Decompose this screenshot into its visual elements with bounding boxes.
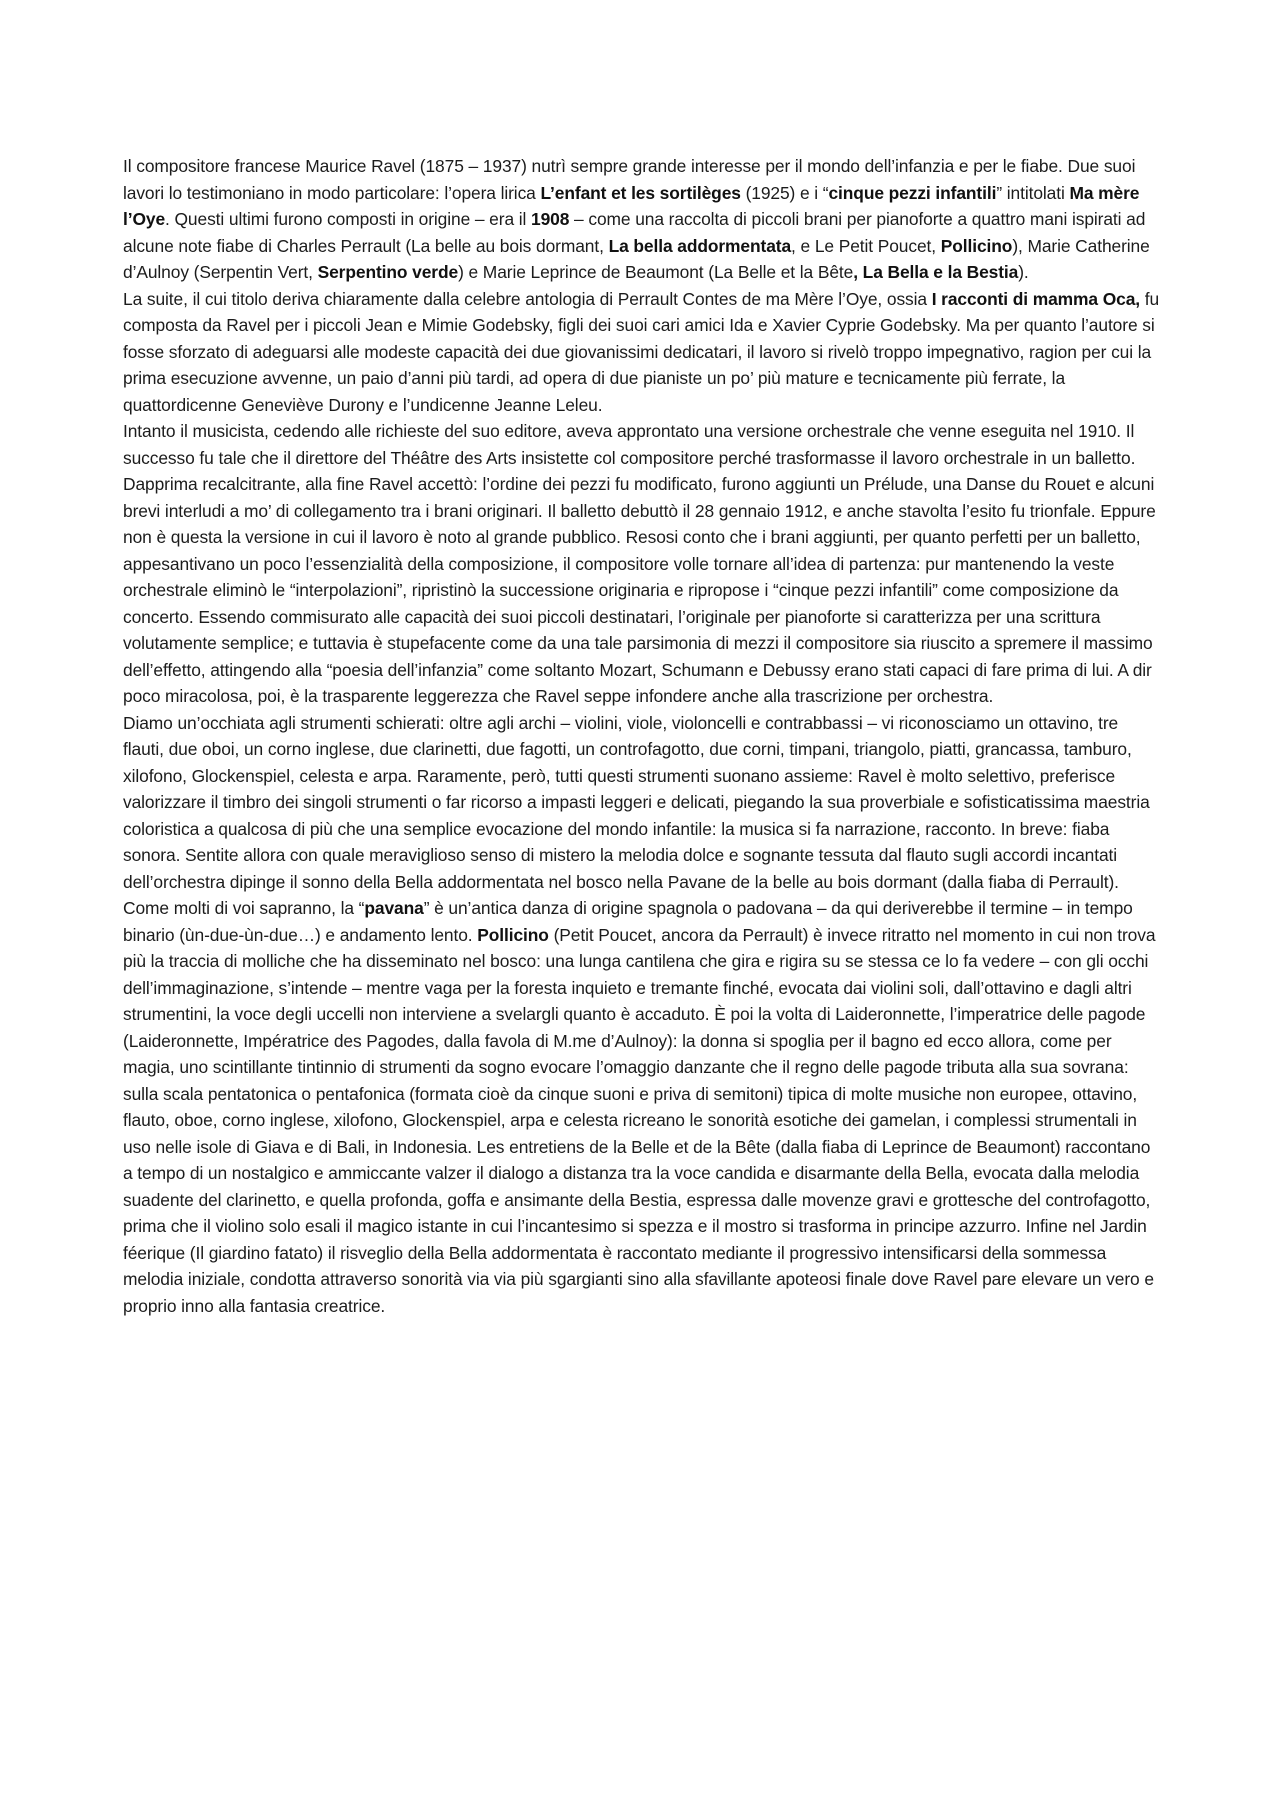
paragraph-suite <box>123 286 1163 419</box>
text-run: . Questi ultimi furono composti in origine – era il <box>165 209 532 229</box>
paragraph-instruments <box>123 710 1163 1320</box>
bold-cinque-pezzi: cinque pezzi infantili <box>828 182 997 203</box>
bold-bella-addormentata: La bella addormentata <box>608 235 792 256</box>
paragraph-intro <box>123 153 1163 286</box>
text-run: Diamo un’occhiata agli strumenti schierati: oltre agli archi – violini, viole, violoncelli e contrabbassi – vi riconosciamo un ottavino, tre flauti, due oboi, un corno inglese, due clarinetti, due fagotti, un controfagotto, due corni, timpani, triangolo, piatti, grancassa, tamburo, xilofono, Glockenspiel, celesta e arpa. Raramente, però, tutti questi strumenti suonano assieme: Ravel è molto selettivo, preferisce valorizzare il timbro dei singoli strumenti o far ricorso a impasti leggeri e delicati, piegando la sua proverbiale e sofisticatissima maestria coloristica a qualcosa di più che una semplice evocazione del mondo infantile: la musica si fa narrazione, racconto. In breve: fiaba sonora. Sentite allora con quale meraviglioso senso di mistero la melodia dolce e sognante tessuta dal flauto sugli accordi incantati dell’orchestra dipinge il sonno della Bella addormentata nel bosco nella Pavane de la belle au bois dormant (dalla fiaba di Perrault). Come molti di voi sapranno, la “ <box>123 712 1150 918</box>
text-run: fu composta da Ravel per i piccoli Jean e Mimie Godebsky, figli dei suoi cari amici Ida e Xavier Cyprie Godebsky. Ma per quanto l’autore si fosse sforzato di adeguarsi alle modeste capacità dei due giovanissimi dedicatari, il lavoro si rivelò troppo impegnativo, ragion per cui la prima esecuzione avvenne, un paio d’anni più tardi, ad opera di due pianiste un po’ più mature e tecnicamente più ferrate, la quattordicenne Geneviève Durony e l’undicenne Jeanne Leleu. <box>123 288 1160 415</box>
text-run: ) e Marie Leprince de Beaumont (La Belle et la Bête <box>458 262 854 282</box>
text-run: – come una raccolta di piccoli brani per pianoforte a quattro mani ispirati ad alcune note fiabe di Charles Perrault (La belle au bois dormant, <box>123 209 1146 256</box>
bold-opera-title: L’enfant et les sortilèges <box>540 182 741 203</box>
text-run: (1925) e i “ <box>740 182 829 203</box>
text-run: La suite, il cui titolo deriva chiaramente dalla celebre antologia di Perrault Contes de ma Mère l’Oye, ossia <box>123 288 932 309</box>
text-run: ” è un’antica danza di origine spagnola o padovana – da qui deriverebbe il termine – in tempo binario (ùn-due-ùn-due…) e andamento lento. <box>123 898 1133 945</box>
bold-pollicino: Pollicino <box>940 235 1013 256</box>
bold-suite-title: Ma mère l’Oye <box>123 182 1140 229</box>
bold-pavana: pavana <box>364 898 424 918</box>
paragraph-orchestral-version <box>123 418 1163 710</box>
text-run: ). <box>1018 262 1029 282</box>
document-body <box>123 153 1163 1319</box>
bold-year: 1908 <box>531 209 570 229</box>
text-run: Il compositore francese Maurice Ravel (1875 – 1937) nutrì sempre grande interesse per il mondo dell’infanzia e per le fiabe. Due suoi lavori lo testimoniano in modo particolare: l’opera lirica <box>123 156 1136 203</box>
bold-bella-e-bestia: , La Bella e la Bestia <box>853 262 1019 282</box>
bold-pollicino-2: Pollicino <box>477 924 549 945</box>
bold-racconti-mamma-oca: I racconti di mamma Oca, <box>931 288 1141 309</box>
text-run: , e Le Petit Poucet, <box>791 235 941 256</box>
text-run: (Petit Poucet, ancora da Perrault) è invece ritratto nel momento in cui non trova più la traccia di molliche che ha disseminato nel bosco: una lunga cantilena che gira e rigira su se stessa ce lo fa vedere – con gli occhi dell’immaginazione, s’intende – mentre vaga per la foresta inquieto e tremante finché, evocata dai violini soli, dall’ottavino e dagli altri strumentini, la voce degli uccelli non interviene a svelargli quanto è accaduto. È poi la volta di Laideronnette, l’imperatrice delle pagode (Laideronnette, Impératrice des Pagodes, dalla favola di M.me d’Aulnoy): la donna si spoglia per il bagno ed ecco allora, come per magia, uno scintillante tintinnio di strumenti da sogno evocare l’omaggio danzante che il regno delle pagode tributa alla sua sovrana: sulla scala pentatonica o pentafonica (formata cioè da cinque suoni e priva di semitoni) tipica di molte musiche non europee, ottavino, flauto, oboe, corno inglese, xilofono, Glockenspiel, arpa e celesta ricreano le sonorità esotiche dei gamelan, i complessi strumentali in uso nelle isole di Giava e di Bali, in Indonesia. Les entretiens de la Belle et de la Bête (dalla fiaba di Leprince de Beaumont) raccontano a tempo di un nostalgico e ammiccante valzer il dialogo a distanza tra la voce candida e disarmante della Bella, evocata dalla melodia suadente del clarinetto, e quella profonda, goffa e ansimante della Bestia, espressa dalle movenze gravi e grottesche del controfagotto, prima che il violino solo esali il magico istante in cui l’incantesimo si spezza e il mostro si trasforma in principe azzurro. Infine nel Jardin féerique (Il giardino fatato) il risveglio della Bella addormentata è raccontato mediante il progressivo intensificarsi della sommessa melodia iniziale, condotta attraverso sonorità via via più sgargianti sino alla sfavillante apoteosi finale dove Ravel pare elevare un vero e proprio inno alla fantasia creatrice. <box>123 924 1156 1316</box>
text-run: ), Marie Catherine d’Aulnoy (Serpentin Vert, <box>123 235 1150 282</box>
bold-serpentino-verde: Serpentino verde <box>317 262 459 282</box>
text-run: Intanto il musicista, cedendo alle richieste del suo editore, aveva approntato una versione orchestrale che venne eseguita nel 1910. Il successo fu tale che il direttore del Théâtre des Arts insistette col compositore perché trasformasse il lavoro orchestrale in un balletto. Dapprima recalcitrante, alla fine Ravel accettò: l’ordine dei pezzi fu modificato, furono aggiunti un Prélude, una Danse du Rouet e alcuni brevi interludi a mo’ di collegamento tra i brani originari. Il balletto debuttò il 28 gennaio 1912, e anche stavolta l’esito fu trionfale. Eppure non è questa la versione in cui il lavoro è noto al grande pubblico. Resosi conto che i brani aggiunti, per quanto perfetti per un balletto, appesantivano un poco l’essenzialità della composizione, il compositore volle tornare all’idea di partenza: pur mantenendo la veste orchestrale eliminò le “interpolazioni”, ripristinò la successione originaria e ripropose i “cinque pezzi infantili” come composizione da concerto. Essendo commisurato alle capacità dei suoi piccoli destinatari, l’originale per pianoforte si caratterizza per una scrittura volutamente semplice; e tuttavia è stupefacente come da una tale parsimonia di mezzi il compositore sia riuscito a spremere il massimo dell’effetto, attingendo alla “poesia dell’infanzia” come soltanto Mozart, Schumann e Debussy erano stati capaci di fare prima di lui. A dir poco miracolosa, poi, è la trasparente leggerezza che Ravel seppe infondere anche alla trascrizione per orchestra. <box>123 421 1156 706</box>
text-run: ” intitolati <box>996 182 1070 203</box>
